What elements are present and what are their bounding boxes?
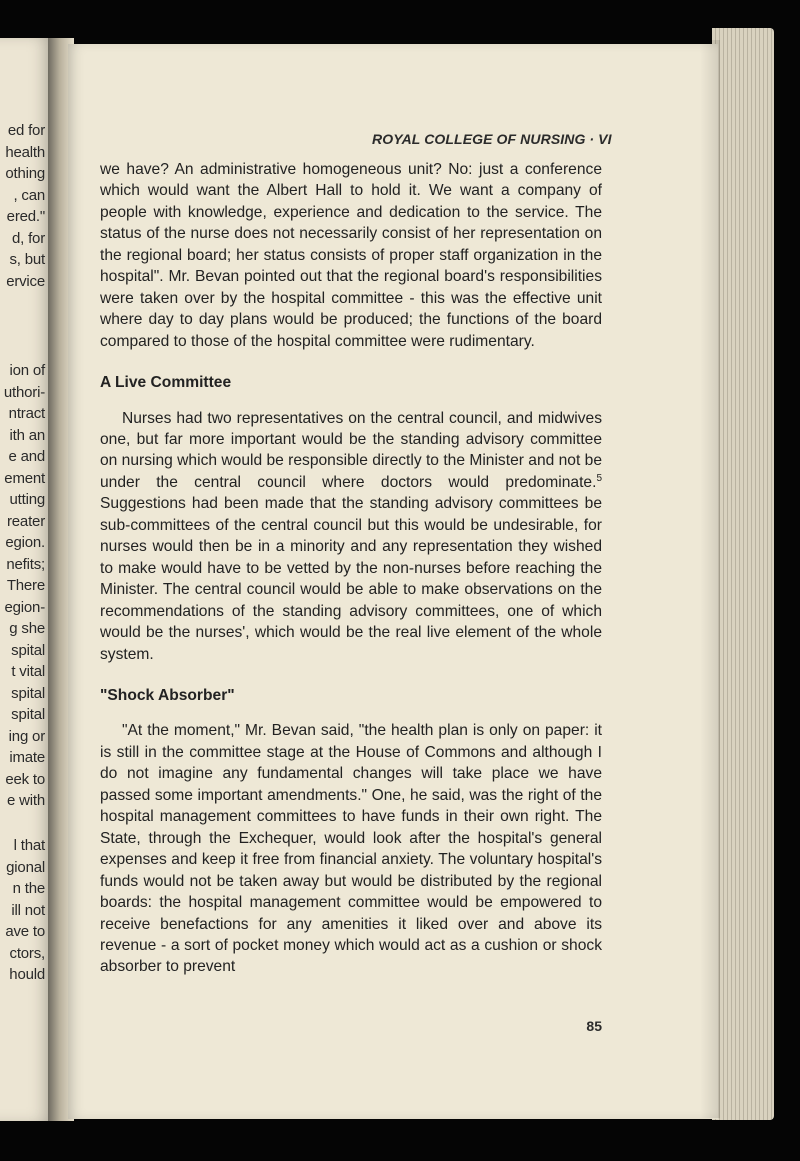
paragraph-1: we have? An administrative homogeneous unit? No: just a conference which would want the Albert Hall to hold it. We want a company of people with knowledge, experience and dedication to the service. The status of the nurse does not necessarily consist of her representation on the regional board; her status consists of proper staff organization in the hospital". Mr. Bevan pointed out that the regional board's responsibilities were taken over by the hospital committee - this was the effective unit where day to day plans would be produced; the functions of the board compared to those of the hospital committee were rudimentary. [100,161,602,350]
section-heading-shock-absorber: "Shock Absorber" [100,686,235,704]
left-page-line-fragment: spital [11,706,45,723]
left-page-line-fragment: g she [9,620,45,637]
section-heading-live-committee: A Live Committee [100,374,232,392]
left-page-line-fragment: ion of [9,362,45,379]
body-text [100,159,602,978]
page-number: 85 [586,1018,602,1034]
page-edges [712,28,774,1120]
left-page-line-fragment: ed for [7,122,45,139]
paragraph-2-part-a: Nurses had two representatives on the central council, and midwives one, but far more important would be the standing advisory committee on nursing which would be responsible directly to the Minister and not be under the central council where doctors would predominate. [100,409,602,491]
left-page-line-fragment: spital [11,641,45,659]
left-page-line-fragment: e and [8,448,45,465]
left-page-line-fragment: ave to [5,923,45,940]
left-page-line-fragment: health [5,143,45,161]
left-page-line-fragment: eek to [5,770,45,788]
paragraph-2 [100,408,602,665]
left-page-line-fragment: gional [6,858,45,876]
left-page-line-fragment: ith an [9,426,45,444]
left-page-line-fragment: hould [9,966,45,983]
left-page-line-fragment: ctors, [9,944,45,962]
running-header: ROYAL COLLEGE OF NURSING · VI [372,131,612,147]
left-page-line-fragment: ing or [8,727,45,745]
left-page-line-fragment: ervice [6,272,45,290]
left-page-line-fragment: uthori- [3,383,45,401]
left-page-line-fragment: nefits; [6,555,45,573]
left-page-line-fragment: ntract [8,405,45,422]
left-page-line-fragment: ill not [11,901,45,919]
paragraph-2-part-b: Suggestions had been made that the standing advisory committees be sub-committees of the central council but this would be undesirable, for nurses would then be in a minority and any representation they wished to make would have to be vetted by the non-nurses before reaching the Minister. The central council would be able to make observations on the recommendations of the standing advisory committees, one of which would be the nurses', which would be the real live element of the whole system. [100,495,602,663]
left-page-line-fragment: s, but [9,251,45,268]
left-page-line-fragment: , can [13,186,45,204]
left-page-line-fragment: othing [5,165,45,182]
paragraph-3: "At the moment," Mr. Bevan said, "the health plan is only on paper: it is still in the committee stage at the House of Commons and although I do not imagine any fundamental changes will take place we have passed some important amendments." One, he said, was the right of the hospital management committees to have funds in their own right. The State, through the Exchequer, would look after the hospital's general expenses and keep it free from financial anxiety. The voluntary hospital's funds would not be taken away but would be distributed by the regional boards: the hospital management committee would be empowered to receive benefactions for any amenities it liked over and above its revenue - a sort of pocket money which would act as a cushion or shock absorber to prevent [100,722,602,976]
left-page-line-fragment: ered." [6,208,45,225]
page-edge-shadow [700,40,720,1118]
left-page-line-fragment: utting [9,491,45,508]
footnote-marker: 5 [596,472,602,484]
left-page-line-fragment: l that [13,837,45,854]
left-page-line-fragment: imate [9,749,45,766]
left-page-line-fragment: d, for [12,229,45,247]
left-page-line-fragment: egion. [5,534,45,551]
left-page-line-fragment: t vital [11,663,45,680]
left-page-line-fragment: spital [11,684,45,702]
left-page-line-fragment: ement [4,469,45,487]
left-page-line-fragment: e with [7,792,45,809]
left-facing-page [0,38,54,1121]
left-page-line-fragment: egion- [4,598,45,616]
left-page-line-fragment: reater [7,512,45,530]
left-page-line-fragment: There [6,577,45,594]
left-page-line-fragment: n the [12,880,45,897]
